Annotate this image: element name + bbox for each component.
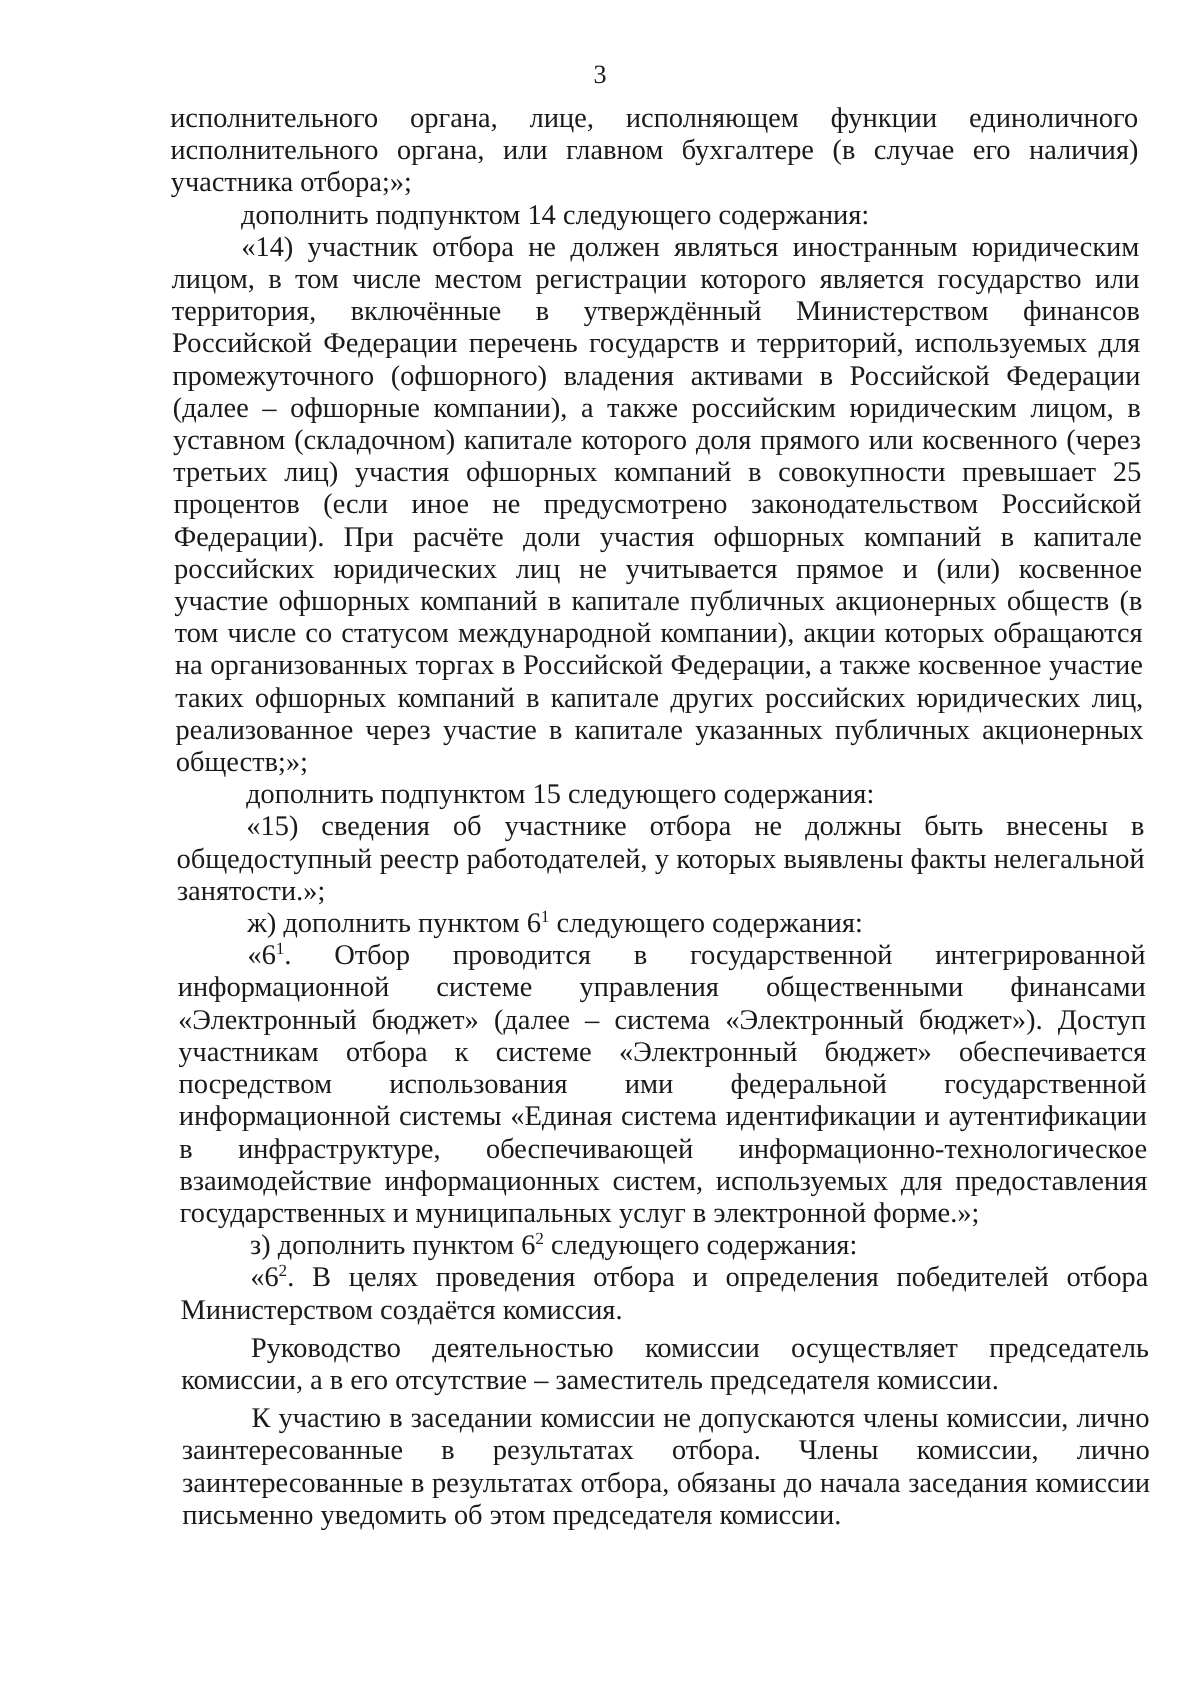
paragraph-commission-conflict: К участию в заседании комиссии не допускаются члены комиссии, лично заинтересованные в результатах отбора. Члены комиссии, лично заинтересованные в результатах отбора, обязаны до начала заседания комиссии письменно уведомить об этом председателя комиссии. bbox=[181, 1403, 1151, 1531]
text-segment: следующего содержания: bbox=[543, 1230, 858, 1262]
text-segment: «6 bbox=[250, 1262, 279, 1294]
paragraph-point-6-2 bbox=[180, 1262, 1149, 1326]
paragraph-subitem-14: «14) участник отбора не должен являться иностранным юридическим лицом, в том числе местом регистрации которого является государство или территория, включённые в утверждённый Министерством финансов Российской Федерации перечень государств и территорий, используемых для промежуточного (офшорного) владения активами в Российской Федерации (далее – офшорные компании), а также российским юридическим лицом, в уставном (складочном) капитале которого доля прямого или косвенного (через третьих лиц) участия офшорных компаний в совокупности превышает 25 процентов (если иное не предусмотрено законодательством Российской Федерации). При расчёте доли участия офшорных компаний в капитале российских юридических лиц не учитывается прямое и (или) косвенное участие офшорных компаний в капитале публичных акционерных обществ (в том числе со статусом международной компании), акции которых обращаются на организованных торгах в Российской Федерации, а также косвенное участие таких офшорных компаний в капитале других российских юридических лиц, реализованное через участие в капитале указанных публичных акционерных обществ;»; bbox=[171, 231, 1144, 779]
document-body bbox=[170, 103, 1150, 1532]
page-number: 3 bbox=[593, 60, 607, 89]
text-segment: ж) дополнить пунктом 6 bbox=[247, 908, 542, 940]
paragraph-subitem-15: «15) сведения об участнике отбора не должны быть внесены в общедоступный реестр работодателей, у которых выявлены факты нелегальной занятости.»; bbox=[176, 811, 1145, 907]
paragraph-add-subitem-14: дополнить подпунктом 14 следующего содержания: bbox=[240, 199, 870, 231]
text-segment: . Отбор проводится в государственной интегрированной информационной системе управления общественными финансами «Электронный бюджет» (далее – система «Электронный бюджет»). Доступ участникам отбора к системе «Электронный бюджет» обеспечивается посредством использования ими федеральной государственной информационной системы «Единая система идентификации и аутентификации в инфраструктуре, обеспечивающей информационно-технологическое взаимодействие информационных систем, используемых для предоставления государственных и муниципальных услуг в электронной форме.»; bbox=[177, 940, 1148, 1229]
text-segment: «6 bbox=[247, 940, 276, 972]
text-segment: . В целях проведения отбора и определения победителей отбора Министерством создаётся комиссия. bbox=[180, 1262, 1149, 1326]
paragraph-continuation: исполнительного органа, лице, исполняющем функции единоличного исполнительного органа, или главном бухгалтере (в случае его наличия) участника отбора;»; bbox=[170, 103, 1139, 199]
superscript: 2 bbox=[535, 1228, 544, 1248]
text-segment: следующего содержания: bbox=[549, 908, 863, 940]
paragraph-add-subitem-15: дополнить подпунктом 15 следующего содержания: bbox=[245, 779, 875, 811]
paragraph-commission-leadership: Руководство деятельностью комиссии осуществляет председатель комиссии, а в его отсутствие – заместитель председателя комиссии. bbox=[181, 1332, 1150, 1396]
text-segment: з) дополнить пунктом 6 bbox=[249, 1230, 536, 1262]
superscript: 1 bbox=[275, 939, 285, 959]
superscript: 2 bbox=[278, 1261, 288, 1281]
paragraph-add-point-6-2 bbox=[180, 1230, 1148, 1262]
paragraph-add-point-6-1 bbox=[177, 908, 1145, 940]
superscript: 1 bbox=[540, 906, 550, 926]
paragraph-point-6-1 bbox=[177, 940, 1148, 1230]
